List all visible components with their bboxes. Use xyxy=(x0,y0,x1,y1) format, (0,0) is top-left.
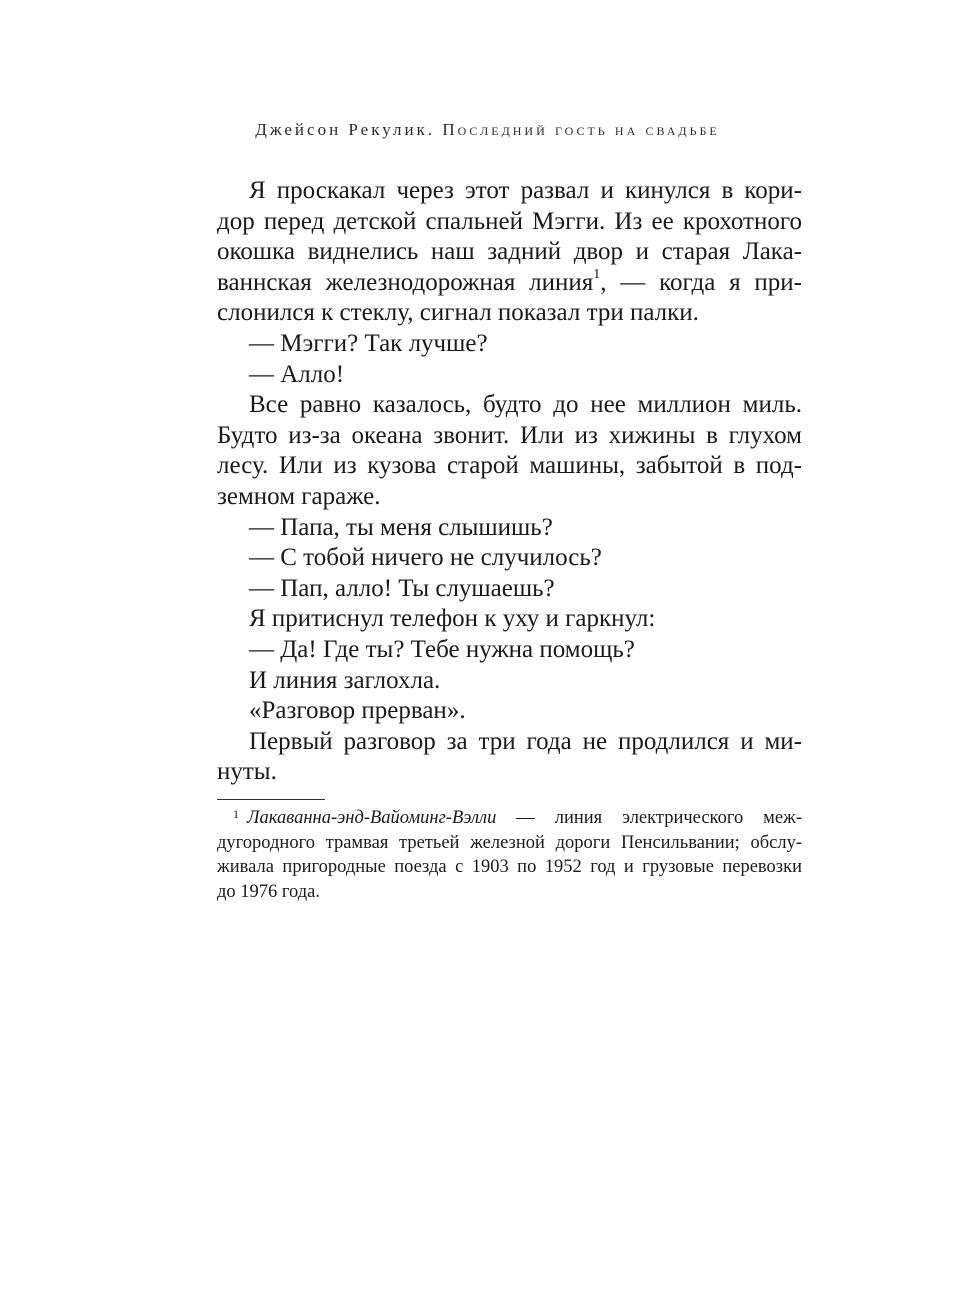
text-line: лесу. Или из кузова старой машины, забытой в под- xyxy=(217,452,802,480)
text-line: «Разговор прерван». xyxy=(249,697,466,725)
footnote-number: 1 xyxy=(233,807,239,821)
text-line: Будто из-за океана звонит. Или из хижины в глухом xyxy=(217,421,802,449)
dialogue-line: — Алло! xyxy=(249,360,345,388)
text-line: И линия заглохла. xyxy=(249,666,441,694)
footnote xyxy=(217,806,802,904)
text-line: нуты. xyxy=(217,758,277,786)
footnote-term: Лакаванна-энд-Вайоминг-Вэлли xyxy=(247,808,497,828)
footnote-line: живала пригородные поезда с 1903 по 1952 год и грузовые перевозки xyxy=(217,857,802,877)
footnote-line xyxy=(217,806,802,831)
text-line: Первый разговор за три года не продлился и ми- xyxy=(249,727,802,755)
text-line: Я проскакал через этот развал и кинулся в кори- xyxy=(249,177,802,204)
text-fragment: ваннская железнодорожная линия xyxy=(217,268,594,296)
text-line: Я притиснул телефон к уху и гаркнул: xyxy=(249,605,656,633)
text-line: земном гараже. xyxy=(217,482,381,510)
footnote-reference: 1 xyxy=(593,267,601,283)
dialogue-line: — Мэгги? Так лучше? xyxy=(249,329,488,357)
footnote-divider xyxy=(217,799,325,800)
dialogue-line: — Пап, алло! Ты слушаешь? xyxy=(249,574,555,602)
dialogue-line: — Папа, ты меня слышишь? xyxy=(249,513,553,541)
text-fragment: , — когда я при- xyxy=(600,268,802,296)
text-line: Все равно казалось, будто до нее миллион миль. xyxy=(249,391,802,419)
text-line: дор перед детской спальней Мэгги. Из ее крохотного xyxy=(217,207,802,235)
dialogue-line: — Да! Где ты? Тебе нужна помощь? xyxy=(249,635,635,663)
running-head-title: Последний гость на свадьбе xyxy=(442,120,720,139)
running-head-author: Джейсон Рекулик. xyxy=(255,120,436,139)
footnote-line: дугородного трамвая третьей железной дороги Пенсильвании; обслу- xyxy=(217,832,802,853)
footnote-text: — линия электрического меж- xyxy=(496,808,802,828)
footnote-line: до 1976 года. xyxy=(217,881,321,902)
text-line: окошка виднелись наш задний двор и старая Лака- xyxy=(217,238,802,266)
text-line xyxy=(217,268,802,299)
dialogue-line: — С тобой ничего не случилось? xyxy=(249,544,602,572)
running-head xyxy=(0,120,975,140)
main-text xyxy=(217,176,802,788)
text-line: слонился к стеклу, сигнал показал три палки. xyxy=(217,299,699,327)
